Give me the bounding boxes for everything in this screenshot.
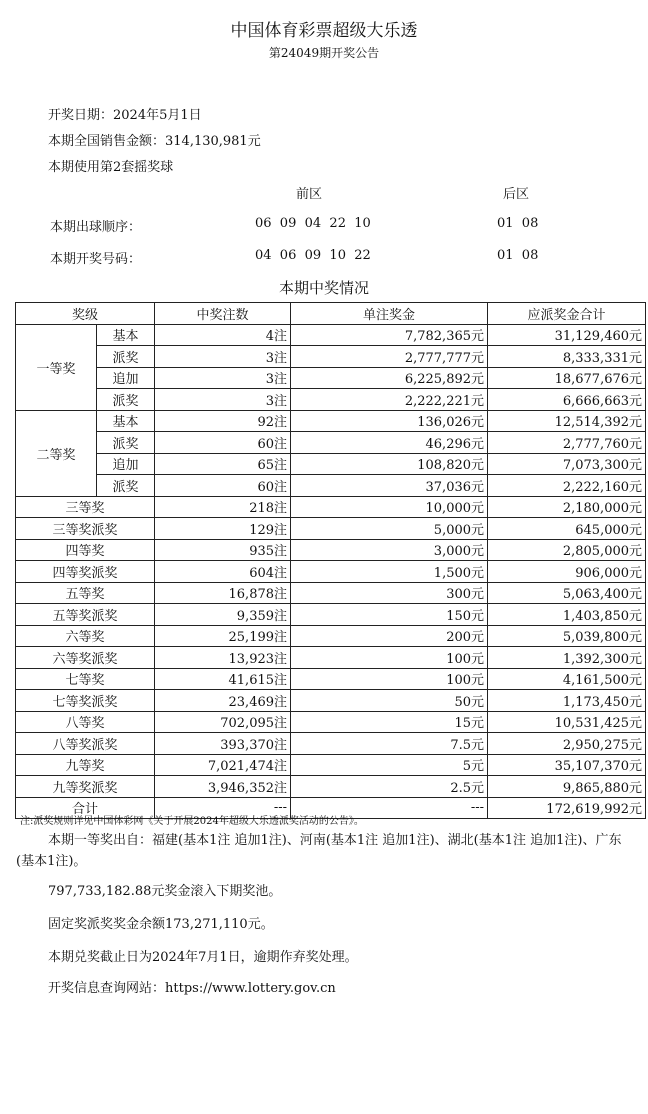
front-zone-label: 前区 xyxy=(296,187,323,202)
level-cell: 三等奖派奖 xyxy=(16,518,155,540)
count-cell: 25,199注 xyxy=(155,625,291,647)
table-row xyxy=(16,690,646,712)
prize-cell: 7.5元 xyxy=(291,733,488,755)
total-cell: 7,073,300元 xyxy=(488,453,646,475)
prize-cell: 5元 xyxy=(291,754,488,776)
level-cell: 三等奖 xyxy=(16,496,155,518)
level-cell: 八等奖派奖 xyxy=(16,733,155,755)
draw-order-back: 01 08 xyxy=(497,216,539,231)
prize-cell: 50元 xyxy=(291,690,488,712)
prize-cell: 200元 xyxy=(291,625,488,647)
table-row xyxy=(16,496,646,518)
prize-cell: 1,500元 xyxy=(291,561,488,583)
level-cell: 五等奖派奖 xyxy=(16,604,155,626)
total-cell: 31,129,460元 xyxy=(488,324,646,346)
total-cell: 5,039,800元 xyxy=(488,625,646,647)
level-cell: 合计 xyxy=(16,797,155,819)
level-cell: 九等奖 xyxy=(16,754,155,776)
table-row xyxy=(16,410,646,432)
count-cell: 65注 xyxy=(155,453,291,475)
level-cell: 八等奖 xyxy=(16,711,155,733)
sub-level: 追加 xyxy=(97,367,155,389)
total-cell: 1,403,850元 xyxy=(488,604,646,626)
count-cell: 7,021,474注 xyxy=(155,754,291,776)
prize-cell: 150元 xyxy=(291,604,488,626)
sub-level: 派奖 xyxy=(97,432,155,454)
header-count: 中奖注数 xyxy=(155,303,291,325)
prize-cell: 108,820元 xyxy=(291,453,488,475)
draw-order-front: 06 09 04 22 10 xyxy=(255,216,371,231)
count-cell: 935注 xyxy=(155,539,291,561)
table-row xyxy=(16,475,646,497)
winning-numbers-label: 本期开奖号码： xyxy=(50,252,142,267)
sub-level: 派奖 xyxy=(97,475,155,497)
prize-table xyxy=(15,302,646,819)
table-row xyxy=(16,668,646,690)
count-cell: --- xyxy=(155,797,291,819)
prize-cell: 2,222,221元 xyxy=(291,389,488,411)
prize-cell: --- xyxy=(291,797,488,819)
table-note: 注:派奖规则详见中国体彩网《关于开展2024年超级大乐透派奖活动的公告》。 xyxy=(20,816,364,827)
total-cell: 6,666,663元 xyxy=(488,389,646,411)
count-cell: 16,878注 xyxy=(155,582,291,604)
count-cell: 60注 xyxy=(155,432,291,454)
count-cell: 702,095注 xyxy=(155,711,291,733)
prize-cell: 6,225,892元 xyxy=(291,367,488,389)
rollover-amount: 797,733,182.88元奖金滚入下期奖池。 xyxy=(48,884,282,899)
count-cell: 23,469注 xyxy=(155,690,291,712)
table-row xyxy=(16,733,646,755)
sub-level: 基本 xyxy=(97,324,155,346)
total-cell: 1,173,450元 xyxy=(488,690,646,712)
group-name: 二等奖 xyxy=(16,410,97,496)
count-cell: 92注 xyxy=(155,410,291,432)
prize-cell: 46,296元 xyxy=(291,432,488,454)
table-row xyxy=(16,582,646,604)
group-name: 一等奖 xyxy=(16,324,97,410)
level-cell: 四等奖派奖 xyxy=(16,561,155,583)
winning-numbers-front: 04 06 09 10 22 xyxy=(255,248,371,263)
prize-cell: 5,000元 xyxy=(291,518,488,540)
draw-date: 开奖日期：2024年5月1日 xyxy=(48,108,202,123)
table-title: 本期中奖情况 xyxy=(278,279,369,297)
table-row xyxy=(16,432,646,454)
count-cell: 3注 xyxy=(155,346,291,368)
table-header-row xyxy=(16,303,646,325)
count-cell: 3注 xyxy=(155,389,291,411)
count-cell: 3注 xyxy=(155,367,291,389)
count-cell: 3,946,352注 xyxy=(155,776,291,798)
table-row xyxy=(16,518,646,540)
total-cell: 12,514,392元 xyxy=(488,410,646,432)
count-cell: 13,923注 xyxy=(155,647,291,669)
sub-level: 派奖 xyxy=(97,389,155,411)
table-row xyxy=(16,604,646,626)
info-website: 开奖信息查询网站：https://www.lottery.gov.cn xyxy=(48,981,336,996)
total-cell: 5,063,400元 xyxy=(488,582,646,604)
prize-cell: 136,026元 xyxy=(291,410,488,432)
prize-cell: 10,000元 xyxy=(291,496,488,518)
back-zone-label: 后区 xyxy=(503,187,530,202)
level-cell: 七等奖派奖 xyxy=(16,690,155,712)
header-level: 奖级 xyxy=(16,303,155,325)
total-cell: 4,161,500元 xyxy=(488,668,646,690)
total-cell: 2,180,000元 xyxy=(488,496,646,518)
sub-level: 派奖 xyxy=(97,346,155,368)
total-cell: 35,107,370元 xyxy=(488,754,646,776)
bonus-balance: 固定奖派奖奖金余额173,271,110元。 xyxy=(48,917,274,932)
sub-level: 基本 xyxy=(97,410,155,432)
table-row xyxy=(16,389,646,411)
level-cell: 九等奖派奖 xyxy=(16,776,155,798)
prize-cell: 3,000元 xyxy=(291,539,488,561)
prize-cell: 15元 xyxy=(291,711,488,733)
total-cell: 2,222,160元 xyxy=(488,475,646,497)
count-cell: 129注 xyxy=(155,518,291,540)
sales-amount: 本期全国销售金额：314,130,981元 xyxy=(48,134,261,149)
total-cell: 2,950,275元 xyxy=(488,733,646,755)
prize-cell: 300元 xyxy=(291,582,488,604)
table-row xyxy=(16,561,646,583)
prize-cell: 100元 xyxy=(291,647,488,669)
table-row xyxy=(16,324,646,346)
level-cell: 六等奖 xyxy=(16,625,155,647)
prize-cell: 7,782,365元 xyxy=(291,324,488,346)
level-cell: 五等奖 xyxy=(16,582,155,604)
count-cell: 41,615注 xyxy=(155,668,291,690)
issue-subtitle: 第24049期开奖公告 xyxy=(268,46,380,60)
table-row xyxy=(16,776,646,798)
winning-numbers-back: 01 08 xyxy=(497,248,539,263)
ball-set: 本期使用第2套摇奖球 xyxy=(48,160,174,175)
table-row xyxy=(16,453,646,475)
total-cell: 18,677,676元 xyxy=(488,367,646,389)
total-cell: 2,777,760元 xyxy=(488,432,646,454)
table-row xyxy=(16,625,646,647)
count-cell: 9,359注 xyxy=(155,604,291,626)
table-row xyxy=(16,711,646,733)
total-cell: 645,000元 xyxy=(488,518,646,540)
claim-deadline: 本期兑奖截止日为2024年7月1日，逾期作弃奖处理。 xyxy=(48,950,358,965)
total-cell: 1,392,300元 xyxy=(488,647,646,669)
count-cell: 604注 xyxy=(155,561,291,583)
total-cell: 172,619,992元 xyxy=(488,797,646,819)
level-cell: 四等奖 xyxy=(16,539,155,561)
table-row xyxy=(16,647,646,669)
total-cell: 906,000元 xyxy=(488,561,646,583)
prize-cell: 2.5元 xyxy=(291,776,488,798)
draw-order-label: 本期出球顺序： xyxy=(50,220,142,235)
total-cell: 2,805,000元 xyxy=(488,539,646,561)
header-total: 应派奖金合计 xyxy=(488,303,646,325)
prize-cell: 37,036元 xyxy=(291,475,488,497)
prize-cell: 2,777,777元 xyxy=(291,346,488,368)
page-title: 中国体育彩票超级大乐透 xyxy=(230,21,418,41)
table-row xyxy=(16,539,646,561)
level-cell: 六等奖派奖 xyxy=(16,647,155,669)
total-cell: 10,531,425元 xyxy=(488,711,646,733)
header-prize: 单注奖金 xyxy=(291,303,488,325)
count-cell: 393,370注 xyxy=(155,733,291,755)
table-row xyxy=(16,754,646,776)
table-row xyxy=(16,346,646,368)
sub-level: 追加 xyxy=(97,453,155,475)
level-cell: 七等奖 xyxy=(16,668,155,690)
total-cell: 9,865,880元 xyxy=(488,776,646,798)
prize-cell: 100元 xyxy=(291,668,488,690)
total-cell: 8,333,331元 xyxy=(488,346,646,368)
count-cell: 60注 xyxy=(155,475,291,497)
table-row xyxy=(16,367,646,389)
count-cell: 4注 xyxy=(155,324,291,346)
count-cell: 218注 xyxy=(155,496,291,518)
first-prize-origins: 本期一等奖出自：福建(基本1注 追加1注)、河南(基本1注 追加1注)、湖北(基本1注 追加1注)、广东(基本1注)。 xyxy=(16,833,622,869)
